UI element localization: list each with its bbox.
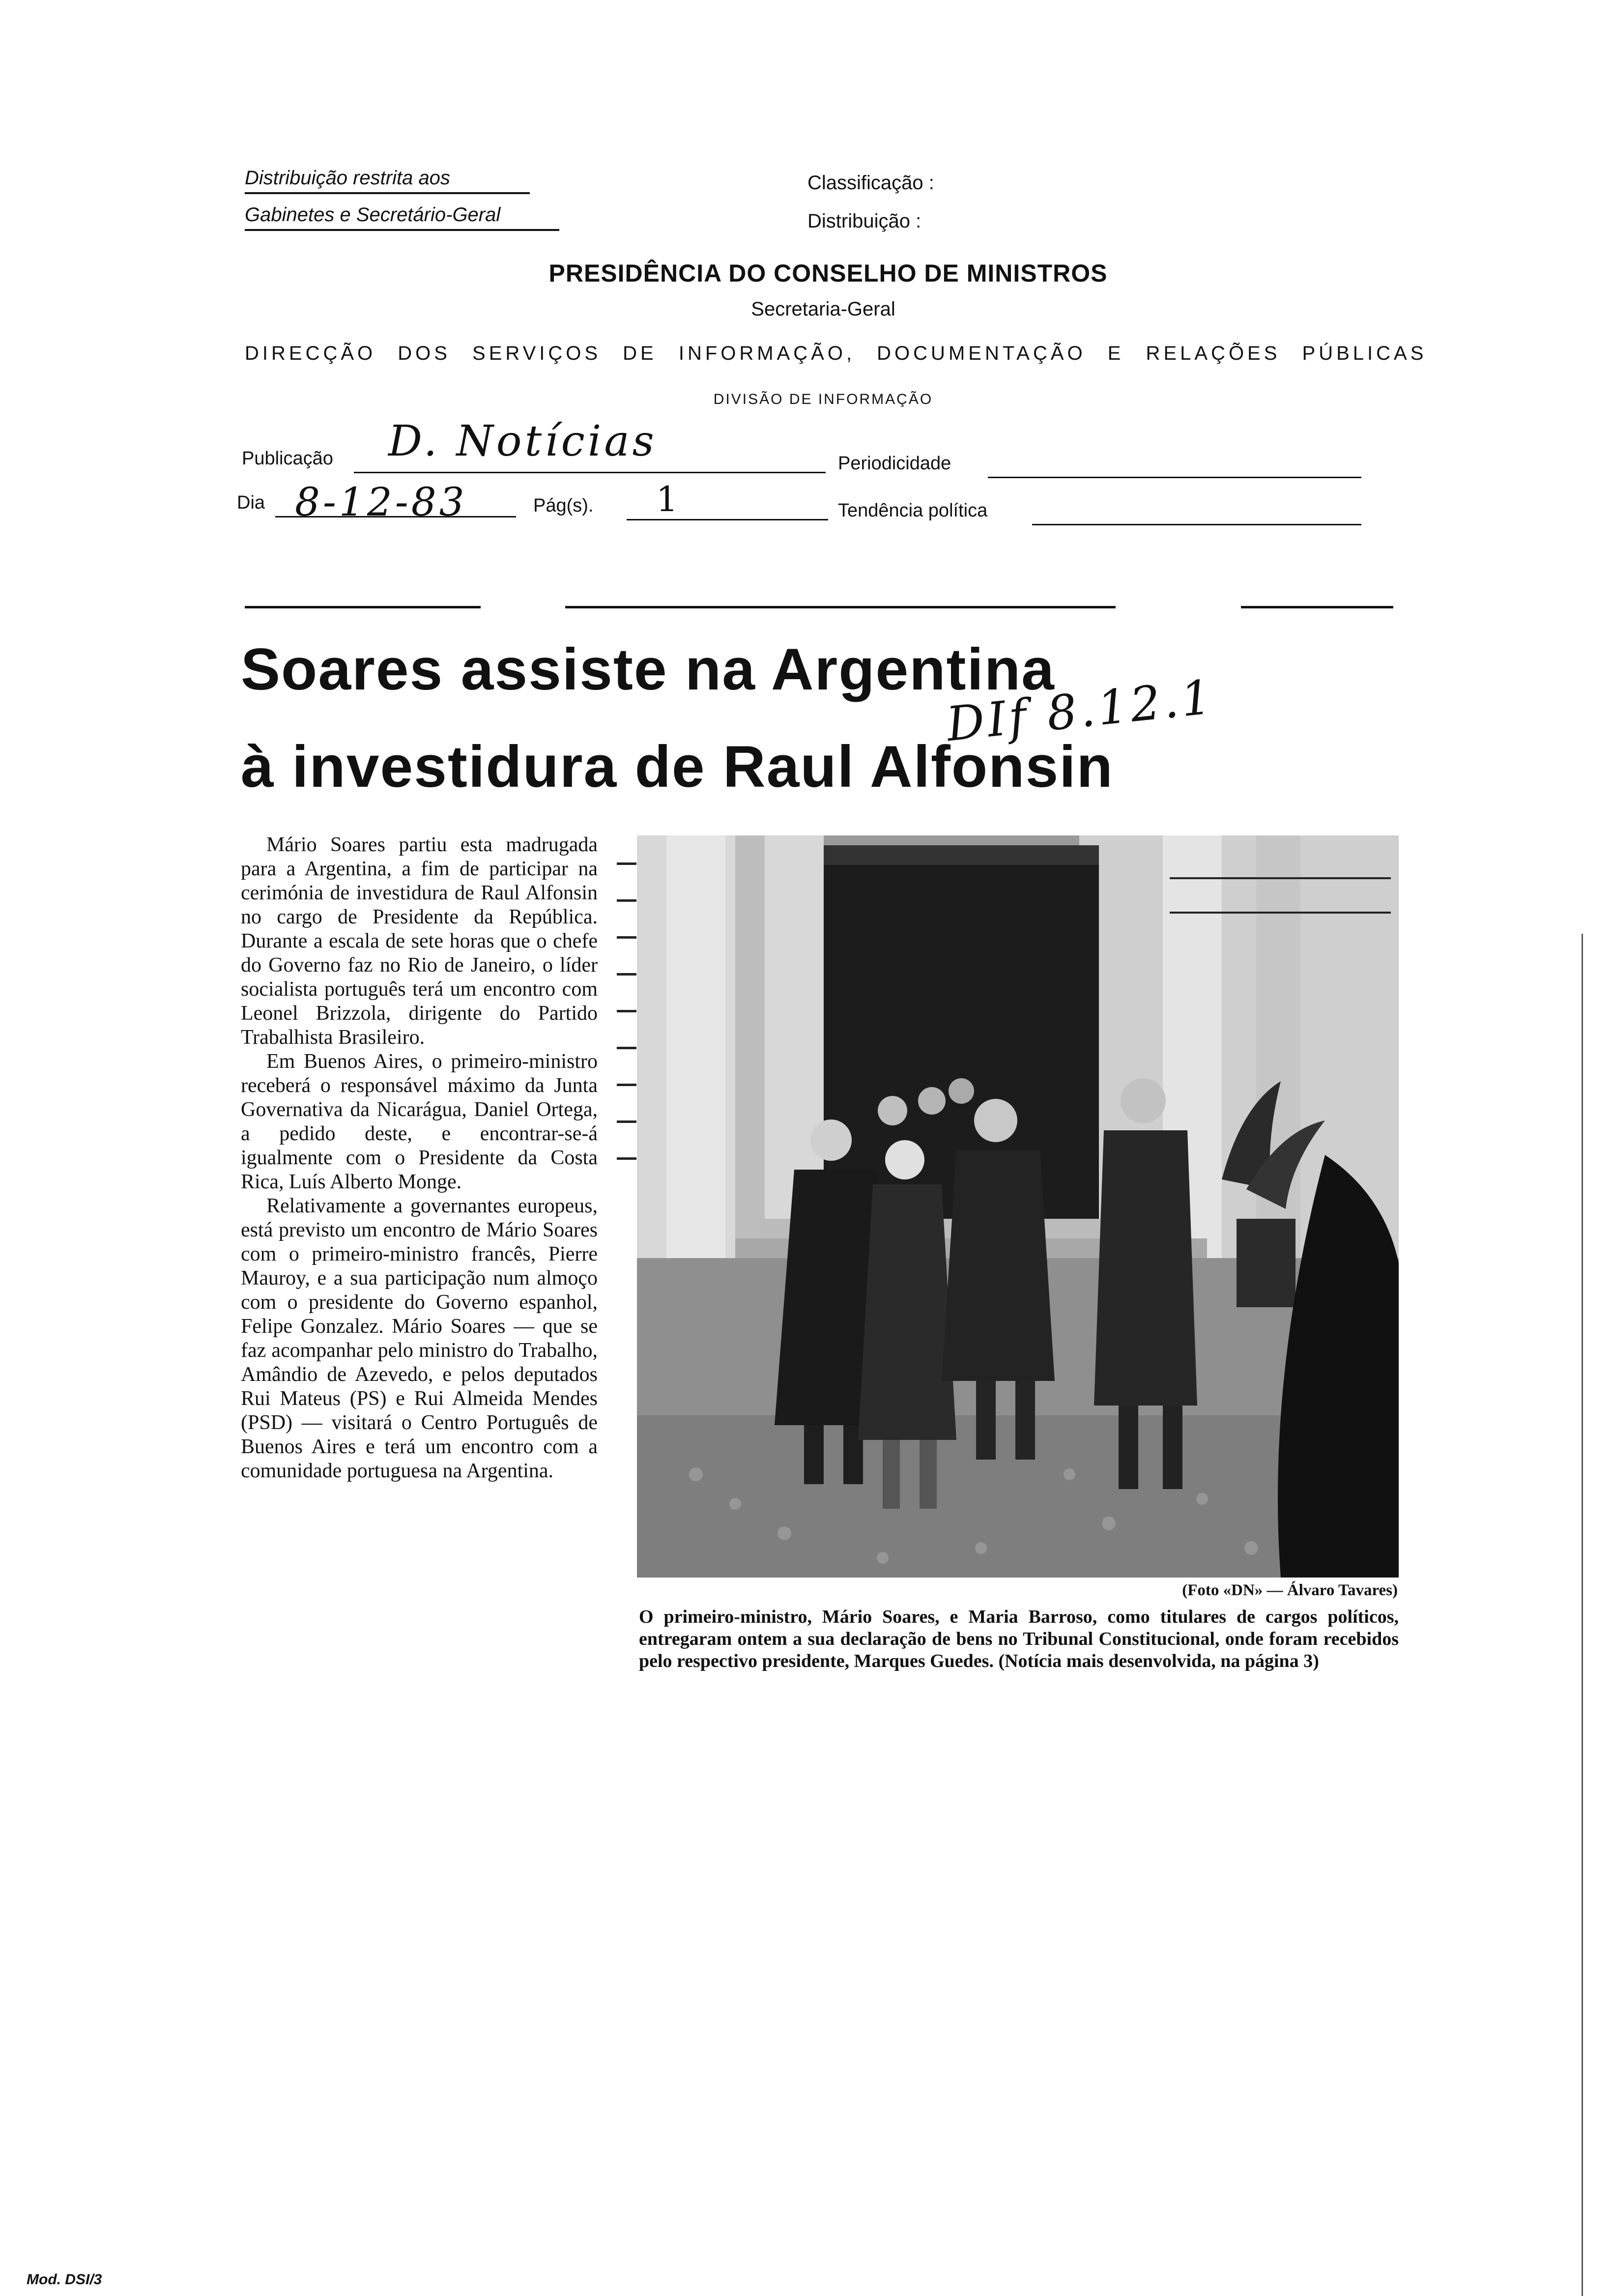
publicacao-line <box>354 472 826 473</box>
margin-mark <box>617 936 636 939</box>
rule-left <box>245 606 481 608</box>
margin-mark <box>617 1157 636 1160</box>
dia-label: Dia <box>237 492 265 513</box>
margin-mark <box>1170 877 1391 879</box>
periodicidade-line <box>988 477 1361 478</box>
periodicidade-label: Periodicidade <box>838 453 951 474</box>
distribution-line-2: Gabinetes e Secretário-Geral <box>245 204 559 231</box>
article-paragraph-1: Mário Soares partiu esta madrugada para a Argentina, a fim de participar na cerimónia de investidura de Raul Alfonsin no cargo de Presidente da República. Durante a escala de sete horas que o chefe do Governo faz no Rio de Janeiro, o líder socialista português terá um encontro com Leonel Brizzola, dirigente do Partido Trabalhista Brasileiro. <box>241 833 598 1049</box>
article-paragraph-3: Relativamente a governantes europeus, está previsto um encontro de Mário Soares com o primeiro-ministro francês, Pierre Mauroy, e a sua participação num almoço com o presidente do Governo espanhol, Felipe Gonzalez. Mário Soares — que se faz acompanhar pelo ministro do Trabalho, Amândio de Azevedo, e pelos deputados Rui Mateus (PS) e Rui Almeida Mendes (PSD) — visitará o Centro Português de Buenos Aires e terá um encontro com a comunidade portuguesa na Argentina. <box>241 1195 598 1482</box>
publicacao-handwritten: D. Notícias <box>388 417 657 466</box>
margin-mark <box>617 899 636 902</box>
pags-handwritten: 1 <box>656 479 681 519</box>
photo-caption: O primeiro-ministro, Mário Soares, e Maria Barroso, como titulares de cargos políticos, entregaram ontem a sua declaração de bens no Tribunal Constitucional, onde foram recebidos pelo respectivo presidente, Marques Guedes. (Notícia mais desenvolvida, na página 3) <box>639 1607 1399 1671</box>
margin-mark <box>617 1047 636 1049</box>
page-subtitle: Secretaria-Geral <box>751 298 895 320</box>
margin-mark <box>617 1084 636 1086</box>
rule-mid <box>565 606 1116 608</box>
margin-mark <box>617 973 636 976</box>
form-code: Mod. DSI/3 <box>27 2271 102 2288</box>
news-photo-image <box>637 835 1399 1578</box>
department-line: DIRECÇÃO DOS SERVIÇOS DE INFORMAÇÃO, DOCUMENTAÇÃO E RELAÇÕES PÚBLICAS <box>245 343 1427 364</box>
article-body <box>241 833 598 1483</box>
scan-edge-line <box>1582 934 1583 2296</box>
news-photo <box>637 835 1399 1578</box>
distribuicao-label: Distribuição : <box>807 210 921 232</box>
article-paragraph-2: Em Buenos Aires, o primeiro-ministro receberá o responsável máximo da Junta Governativa da Nicarágua, Daniel Ortega, a pedido deste, e encontrar-se-á igualmente com o Presidente da Costa Rica, Luís Alberto Monge. <box>241 1050 598 1193</box>
classificacao-label: Classificação : <box>807 172 934 194</box>
page-title: PRESIDÊNCIA DO CONSELHO DE MINISTROS <box>548 259 1108 287</box>
headline-line-1: Soares assiste na Argentina <box>241 636 1055 702</box>
margin-mark <box>617 1120 636 1123</box>
handwritten-date-note: DIf 8.12.1 <box>944 669 1217 752</box>
dia-handwritten: 8-12-83 <box>295 479 467 525</box>
tendencia-label: Tendência política <box>838 500 988 521</box>
margin-mark <box>617 1010 636 1012</box>
division-line: DIVISÃO DE INFORMAÇÃO <box>713 391 933 407</box>
margin-mark <box>1170 912 1391 914</box>
photo-credit: (Foto «DN» — Álvaro Tavares) <box>1182 1581 1398 1599</box>
rule-right <box>1241 606 1393 608</box>
tendencia-line <box>1032 524 1361 525</box>
margin-mark <box>617 862 636 865</box>
publicacao-label: Publicação <box>242 448 333 469</box>
distribution-line-1: Distribuição restrita aos <box>245 167 530 194</box>
headline-line-2: à investidura de Raul Alfonsin <box>241 734 1114 800</box>
pags-label: Pág(s). <box>533 495 594 516</box>
